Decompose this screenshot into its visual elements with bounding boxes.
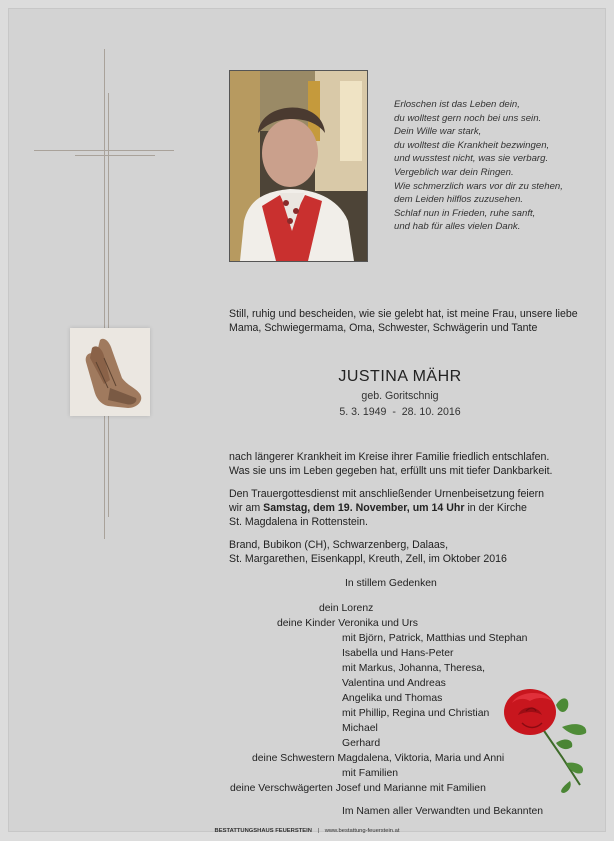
family-line: mit Familien	[342, 768, 399, 779]
life-dates: 5. 3. 1949 - 28. 10. 2016	[339, 406, 461, 418]
poem	[394, 98, 604, 234]
service-text: Den Trauergottesdienst mit anschließender Urnenbeisetzung feiern wir am Samstag, dem 19. November, um 14 Uhr in der Kirche St. Magdalena in Rottenstein.	[229, 488, 545, 528]
poem-line: du wolltest die Krankheit bezwingen,	[394, 139, 550, 151]
family-line: Valentina und Andreas	[342, 678, 446, 689]
poem-line: Erloschen ist das Leben dein,	[394, 99, 520, 110]
poem-line: und hab für alles vielen Dank.	[394, 221, 521, 233]
family-line: deine Schwestern Magdalena, Viktoria, Maria und Anni	[252, 753, 505, 764]
portrait-photo	[229, 70, 368, 262]
deceased-name: JUSTINA MÄHR	[338, 368, 462, 385]
footer: BESTATTUNGSHAUS FEUERSTEIN | www.bestattung-feuerstein.at	[214, 828, 400, 834]
rose-icon	[500, 685, 600, 795]
family-line: dein Lorenz	[319, 603, 374, 614]
poem-line: und wusstest nicht, was sie verbarg.	[394, 153, 549, 165]
poem-line: du wolltest gern noch bei uns sein.	[394, 112, 542, 124]
family-line: mit Markus, Johanna, Theresa,	[342, 663, 486, 674]
poem-line: Dein Wille war stark,	[394, 126, 482, 138]
family-line: Michael	[342, 723, 378, 734]
family-line: deine Verschwägerten Josef und Marianne mit Familien	[230, 783, 486, 794]
passing-text: nach längerer Krankheit im Kreise ihrer Familie friedlich entschlafen. Was sie uns im Leben gegeben hat, erfüllt uns mit tiefer Dankbarkeit.	[229, 451, 553, 477]
family-line: Angelika und Thomas	[342, 693, 443, 704]
family-line: deine Kinder Veronika und Urs	[277, 618, 418, 629]
family-line: mit Phillip, Regina und Christian	[342, 708, 490, 719]
family-line: Gerhard	[342, 738, 381, 749]
poem-line: dem Leiden hilflos zuzusehen.	[394, 194, 524, 206]
poem-line: Wie schmerzlich wars vor dir zu stehen,	[394, 180, 563, 192]
family-line: mit Björn, Patrick, Matthias und Stephan	[342, 633, 528, 644]
closing-line: Im Namen aller Verwandten und Bekannten	[342, 806, 544, 817]
family-line: Isabella und Hans-Peter	[342, 648, 454, 659]
company-name: BESTATTUNGSHAUS FEUERSTEIN	[214, 828, 312, 834]
maiden-name: geb. Goritschnig	[361, 390, 439, 402]
places-text: Brand, Bubikon (CH), Schwarzenberg, Dalaas, St. Margarethen, Eisenkappl, Kreuth, Zell, im Oktober 2016	[229, 539, 507, 565]
memory-heading: In stillem Gedenken	[345, 578, 437, 589]
poem-line: Vergeblich war dein Ringen.	[394, 166, 514, 178]
praying-hands-icon	[70, 328, 150, 416]
intro-text: Still, ruhig und bescheiden, wie sie gelebt hat, ist meine Frau, unsere liebe Mama, Schwiegermama, Oma, Schwester, Schwägerin und Tante	[229, 308, 578, 334]
poem-line: Schlaf nun in Frieden, ruhe sanft,	[394, 207, 536, 219]
service-date: Samstag, dem 19. November, um 14 Uhr	[263, 502, 465, 514]
company-website[interactable]: www.bestattung-feuerstein.at	[324, 828, 400, 834]
